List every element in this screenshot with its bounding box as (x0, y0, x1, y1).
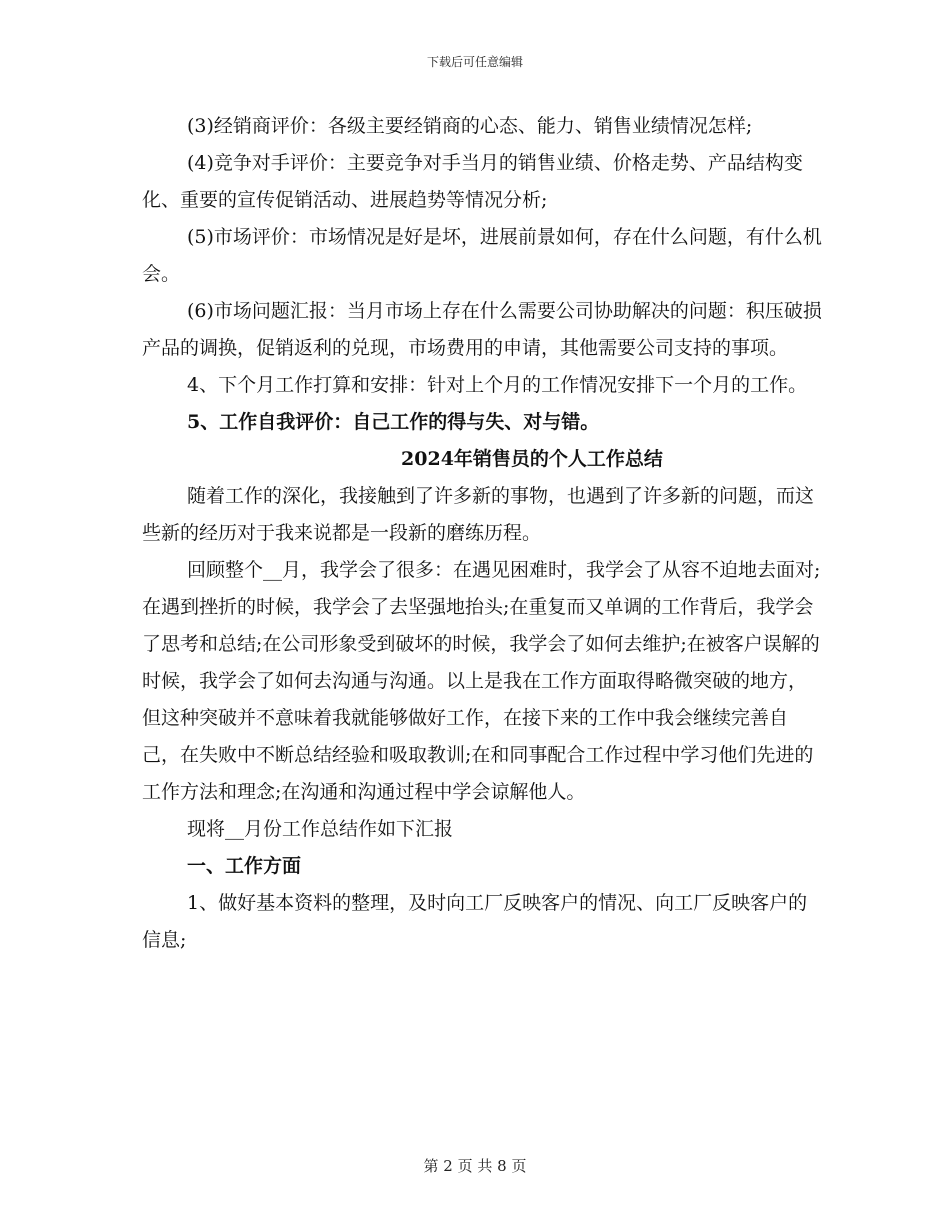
paragraph-market-issues: (6)市场问题汇报：当月市场上存在什么需要公司协助解决的问题：积压破损产品的调换，促销返利的兑现，市场费用的申请，其他需要公司支持的事项。 (142, 300, 822, 359)
paragraph-next-month-plan: 4、下个月工作打算和安排：针对上个月的工作情况安排下一个月的工作。 (187, 374, 808, 396)
header-note: 下载后可任意编辑 (426, 55, 523, 69)
document-body (142, 108, 822, 959)
paragraph-dealer-evaluation: (3)经销商评价：各级主要经销商的心态、能力、销售业绩情况怎样; (187, 115, 753, 137)
paragraph-report-lead: 现将__月份工作总结作如下汇报 (187, 818, 454, 840)
paragraph-review: 回顾整个__月，我学会了很多：在遇见困难时，我学会了从容不迫地去面对;在遇到挫折的时候，我学会了去坚强地抬头;在重复而又单调的工作背后，我学会了思考和总结;在公司形象受到破坏的时候，我学会了如何去维护;在被客户误解的时候，我学会了如何去沟通与沟通。以上是我在工作方面取得略微突破的地方，但这种突破并不意味着我就能够做好工作，在接下来的工作中我会继续完善自己，在失败中不断总结经验和吸取教训;在和同事配合工作过程中学习他们先进的工作方法和理念;在沟通和沟通过程中学会谅解他人。 (142, 559, 821, 803)
section-title: 2024年销售员的个人工作总结 (401, 448, 663, 470)
paragraph-self-evaluation: 5、工作自我评价：自己工作的得与失、对与错。 (187, 411, 600, 433)
heading-work: 一、工作方面 (187, 855, 302, 877)
paragraph-market-evaluation: (5)市场评价：市场情况是好是坏，进展前景如何，存在什么问题，有什么机会。 (142, 226, 822, 285)
paragraph-competitor-evaluation: (4)竞争对手评价：主要竞争对手当月的销售业绩、价格走势、产品结构变化、重要的宣传促销活动、进展趋势等情况分析; (142, 152, 803, 211)
paragraph-work-item-1: 1、做好基本资料的整理，及时向工厂反映客户的情况、向工厂反映客户的信息; (142, 892, 808, 951)
paragraph-intro: 随着工作的深化，我接触到了许多新的事物，也遇到了许多新的问题，而这些新的经历对于我来说都是一段新的磨练历程。 (142, 485, 815, 544)
page-number: 第 2 页 共 8 页 (423, 1157, 527, 1175)
